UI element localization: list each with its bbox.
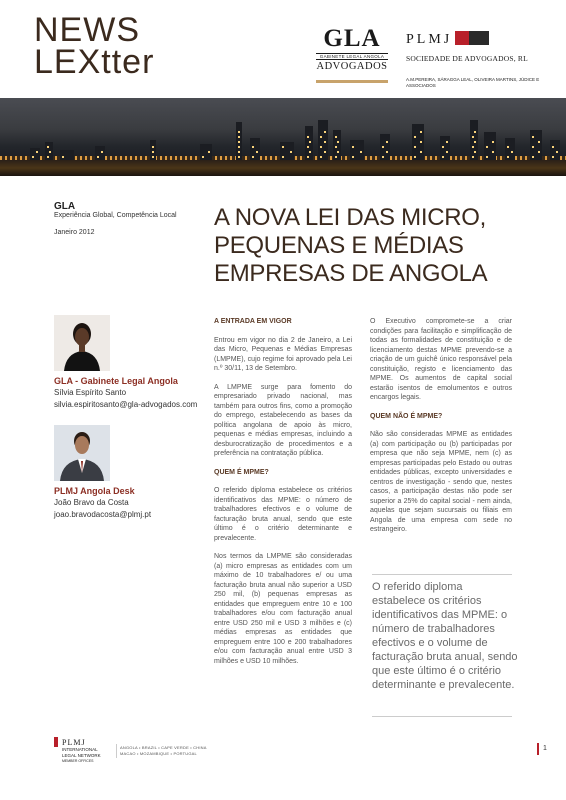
skyline-window-light (32, 156, 34, 158)
skyline-window-light (320, 136, 322, 138)
skyline-building (412, 124, 424, 160)
skyline-window-light (382, 156, 384, 158)
skyline-window-light (36, 151, 38, 153)
footer-network-logo (62, 738, 122, 763)
footer-network-name: PLMJ (62, 738, 86, 747)
section-heading: QUEM É MPME? (214, 468, 269, 476)
skyline-window-light (324, 131, 326, 133)
skyline-window-light (49, 151, 51, 153)
paragraph: O Executivo compromete-se a criar condições para facilitação e simplificação de todas as formalidades de constituição e de licenciamento destas MPME prevendo-se a criação de um guichê único responsável pela constituição, registo e licenciamento das MPME. Os aumentos de capital social estarão isentos de emolumentos e outros encargos legais. (370, 318, 512, 401)
skyline-window-light (507, 146, 509, 148)
skyline-window-light (238, 146, 240, 148)
footer-divider (116, 744, 117, 758)
gla-logo-subtitle: GABINETE LEGAL ANGOLA (316, 53, 388, 60)
skyline-window-light (256, 151, 258, 153)
skyline-window-light (97, 156, 99, 158)
skyline-window-light (324, 151, 326, 153)
skyline-window-light (538, 141, 540, 143)
footer-network-sub1: INTERNATIONAL (62, 747, 98, 752)
skyline-building (30, 148, 40, 160)
skyline-window-light (282, 146, 284, 148)
skyline-window-light (507, 156, 509, 158)
contact-email[interactable]: joao.bravodacosta@plmj.pt (54, 510, 152, 519)
skyline-window-light (446, 151, 448, 153)
issue-date: Janeiro 2012 (54, 229, 95, 236)
contact-office: PLMJ Angola Desk (54, 486, 135, 496)
skyline-window-light (552, 156, 554, 158)
skyline-window-light (320, 146, 322, 148)
plmj-logo (406, 30, 546, 89)
skyline-window-light (472, 136, 474, 138)
skyline-window-light (290, 151, 292, 153)
skyline-window-light (337, 141, 339, 143)
article-headline: A NOVA LEI DAS MICRO, PEQUENAS E MÉDIAS EMPRESAS DE ANGOLA (214, 204, 488, 287)
contact-name: João Bravo da Costa (54, 498, 129, 507)
skyline-window-light (335, 136, 337, 138)
plmj-logo-subtitle: SOCIEDADE DE ADVOGADOS, RL (406, 54, 528, 63)
skyline-window-light (552, 146, 554, 148)
gla-logo-bar (316, 80, 388, 83)
skyline-window-light (386, 141, 388, 143)
skyline-window-light (101, 151, 103, 153)
skyline-window-light (474, 141, 476, 143)
footer-logo-mark (54, 737, 58, 747)
skyline-window-light (337, 151, 339, 153)
section-heading: QUEM NÃO É MPME? (370, 412, 443, 420)
city-skyline-banner (0, 98, 566, 176)
skyline-window-light (474, 151, 476, 153)
skyline-building (305, 126, 313, 160)
newsletter-title (34, 11, 155, 81)
skyline-window-light (62, 156, 64, 158)
banner-water (0, 160, 566, 176)
pull-quote: O referido diploma estabelece os critérios identificativos das MPME: o número de trabalhadores efectivos e o volume de facturação bruta anual, sendo que este último é o critério determinante e prevalecente. (372, 581, 518, 691)
skyline-window-light (324, 141, 326, 143)
skyline-window-light (472, 146, 474, 148)
skyline-window-light (442, 146, 444, 148)
skyline-window-light (238, 156, 240, 158)
skyline-window-light (556, 151, 558, 153)
plmj-logo-red-block (455, 31, 469, 45)
section-heading: A ENTRADA EM VIGOR (214, 318, 292, 325)
skyline-window-light (352, 146, 354, 148)
newsletter-title-line2: LEXtter (34, 43, 155, 81)
skyline-window-light (386, 151, 388, 153)
skyline-building (470, 120, 478, 160)
skyline-window-light (382, 146, 384, 148)
skyline-window-light (335, 146, 337, 148)
paragraph: Não são consideradas MPME as entidades (a) com participação ou (b) participadas por empresa que não seja MPME, nem (c) as empresas participadas pelo Estado ou outras entidades públicas, excepto universidades e centros de investigação - sendo que, nestes casos, a participação destas não pode ser superior a 25% do capital social - nem ainda, aquelas que sejam sucursais ou filiais em Angola de uma empresa com sede no estrangeiro. (370, 431, 512, 533)
skyline-window-light (532, 156, 534, 158)
skyline-window-light (472, 156, 474, 158)
skyline-window-light (152, 151, 154, 153)
contact-name: Sílvia Espírito Santo (54, 388, 127, 397)
skyline-window-light (420, 131, 422, 133)
footer-member-offices: MEMBER OFFICES (62, 759, 94, 763)
plmj-logo-name: PLMJ (406, 32, 453, 47)
skyline-window-light (238, 141, 240, 143)
skyline-window-light (202, 156, 204, 158)
sidebar-brand-tagline: Experiência Global, Competência Local (54, 212, 177, 219)
gla-logo (316, 26, 388, 72)
skyline-window-light (420, 141, 422, 143)
skyline-window-light (47, 146, 49, 148)
contact-email[interactable]: silvia.espiritosanto@gla-advogados.com (54, 400, 198, 409)
skyline-window-light (532, 136, 534, 138)
footer-countries (120, 745, 207, 756)
skyline-window-light (414, 146, 416, 148)
skyline-building (318, 120, 328, 160)
skyline-window-light (307, 146, 309, 148)
plmj-logo-dark-block (469, 31, 489, 45)
footer-countries-line1: ANGOLA • BRAZIL • CAPE VERDE • CHINA (120, 745, 207, 750)
skyline-window-light (360, 151, 362, 153)
skyline-window-light (252, 146, 254, 148)
gla-logo-name: GLA (323, 25, 381, 52)
skyline-window-light (238, 151, 240, 153)
skyline-window-light (414, 156, 416, 158)
skyline-window-light (238, 136, 240, 138)
page-number: 1 (543, 745, 547, 752)
contact-photo-silvia (54, 315, 110, 371)
skyline-window-light (282, 156, 284, 158)
paragraph: A LMPME surge para fomento do empresariado privado nacional, mas também para outros fins, como a promoção do emprego, estabelecendo as bases da política angolana de apoio às micro, pequenas e médias empresas, incluindo a desburocratização de procedimentos e a preferência na contratação pública. (214, 383, 352, 457)
skyline-window-light (511, 151, 513, 153)
skyline-window-light (252, 156, 254, 158)
contact-photo-joao (54, 425, 110, 481)
gla-logo-tag: ADVOGADOS (316, 61, 388, 72)
contact-office: GLA - Gabinete Legal Angola (54, 376, 178, 386)
pull-quote-bottom-rule (372, 716, 512, 717)
footer-countries-line2: MACAO • MOZAMBIQUE • PORTUGAL (120, 750, 197, 756)
skyline-window-light (474, 131, 476, 133)
paragraph: Nos termos da LMPME são consideradas (a) micro empresas as entidades com um máximo de 10 trabalhadores e/ ou uma facturação bruta anual não superior a USD 250 mil, (b) pequenas empresas as entidades que empreguem entre 10 e 100 trabalhadores e/ou com facturação anual entre USD 250 mil e USD 3 milhões e (c) médias empresas as entidades que empreguem entre 100 e 200 trabalhadores e/ou com facturação anual entre USD 3 milhões e USD 10 milhões. (214, 553, 352, 665)
pull-quote-top-rule (372, 574, 512, 575)
skyline-window-light (307, 156, 309, 158)
skyline-window-light (238, 131, 240, 133)
article-column-2 (370, 317, 512, 544)
skyline-window-light (309, 151, 311, 153)
skyline-window-light (152, 156, 154, 158)
skyline-window-light (420, 151, 422, 153)
skyline-window-light (486, 146, 488, 148)
skyline-building (60, 150, 74, 160)
skyline-window-light (352, 156, 354, 158)
sidebar-brand: GLA (54, 201, 76, 212)
page-number-bar (537, 743, 539, 755)
skyline-window-light (208, 151, 210, 153)
skyline-window-light (446, 141, 448, 143)
skyline-window-light (47, 156, 49, 158)
skyline-window-light (414, 136, 416, 138)
skyline-window-light (442, 156, 444, 158)
skyline-window-light (492, 151, 494, 153)
skyline-window-light (335, 156, 337, 158)
skyline-window-light (492, 141, 494, 143)
skyline-window-light (309, 141, 311, 143)
skyline-window-light (320, 156, 322, 158)
skyline-window-light (486, 156, 488, 158)
skyline-window-light (532, 146, 534, 148)
paragraph: O referido diploma estabelece os critérios identificativos das MPME: o número de trabalhadores efectivos e o volume de facturação bruta anual, sendo que este último é o critério determinante e prevalecente. (214, 487, 352, 542)
paragraph: Entrou em vigor no dia 2 de Janeiro, a Lei das Micro, Pequenas e Médias Empresas (LMPME), cujo regime foi aprovado pela Lei n.º 30/11, 13 de Setembro. (214, 336, 352, 372)
skyline-window-light (307, 136, 309, 138)
newsletter-title-line1: NEWS (34, 11, 140, 49)
plmj-logo-partners: A.M.PEREIRA, SÁRAGGA LEAL, OLIVEIRA MARTINS, JÚDICE E ASSOCIADOS (406, 77, 540, 88)
article-column-1 (214, 317, 352, 675)
skyline-window-light (538, 151, 540, 153)
footer-network-sub2: LEGAL NETWORK (62, 752, 101, 758)
skyline-window-light (152, 146, 154, 148)
